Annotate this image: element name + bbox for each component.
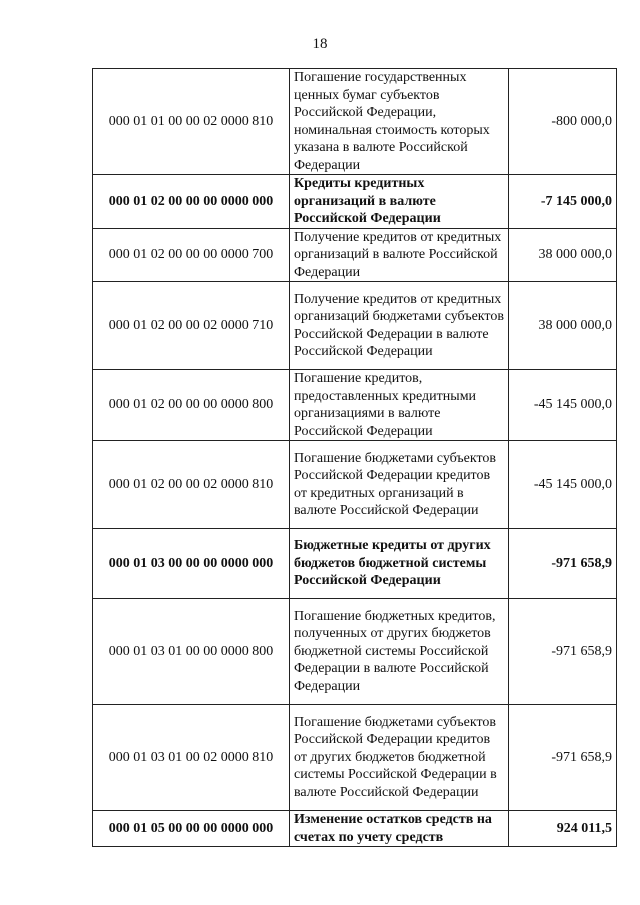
budget-code-cell: 000 01 05 00 00 00 0000 000 [93,811,290,847]
table-row [93,370,617,441]
budget-code-cell: 000 01 03 01 00 02 0000 810 [93,705,290,811]
amount-cell: -45 145 000,0 [509,441,617,529]
description-cell: Погашение государственных ценных бумаг субъектов Российской Федерации, номинальная стоимость которых указана в валюте Российской Федерации [290,69,509,175]
amount-cell: -971 658,9 [509,529,617,599]
budget-code-cell: 000 01 03 00 00 00 0000 000 [93,529,290,599]
amount-cell: -45 145 000,0 [509,370,617,441]
table-row-section [93,175,617,229]
description-cell: Получение кредитов от кредитных организаций бюджетами субъектов Российской Федерации в валюте Российской Федерации [290,282,509,370]
description-cell: Бюджетные кредиты от других бюджетов бюджетной системы Российской Федерации [290,529,509,599]
description-cell: Изменение остатков средств на счетах по учету средств [290,811,509,847]
description-cell: Кредиты кредитных организаций в валюте Российской Федерации [290,175,509,229]
budget-code-cell: 000 01 02 00 00 02 0000 710 [93,282,290,370]
amount-cell: 924 011,5 [509,811,617,847]
budget-code-cell: 000 01 03 01 00 00 0000 800 [93,599,290,705]
budget-code-cell: 000 01 02 00 00 00 0000 800 [93,370,290,441]
budget-code-cell: 000 01 01 00 00 02 0000 810 [93,69,290,175]
table-row-section [93,529,617,599]
amount-cell: -971 658,9 [509,599,617,705]
table-row [93,282,617,370]
table-row-section [93,811,617,847]
table-row [93,441,617,529]
description-cell: Погашение бюджетами субъектов Российской Федерации кредитов от других бюджетов бюджетной системы Российской Федерации в валюте Российской Федерации [290,705,509,811]
table-row [93,69,617,175]
description-cell: Получение кредитов от кредитных организаций в валюте Российской Федерации [290,228,509,282]
description-cell: Погашение бюджетами субъектов Российской Федерации кредитов от кредитных организаций в валюте Российской Федерации [290,441,509,529]
budget-code-cell: 000 01 02 00 00 00 0000 000 [93,175,290,229]
description-cell: Погашение кредитов, предоставленных кредитными организациями в валюте Российской Федерации [290,370,509,441]
budget-sources-table [92,68,617,847]
table-row [93,228,617,282]
amount-cell: -971 658,9 [509,705,617,811]
amount-cell: -800 000,0 [509,69,617,175]
budget-code-cell: 000 01 02 00 00 02 0000 810 [93,441,290,529]
description-cell: Погашение бюджетных кредитов, полученных от других бюджетов бюджетной системы Российской Федерации в валюте Российской Федерации [290,599,509,705]
page-number: 18 [312,36,328,52]
budget-code-cell: 000 01 02 00 00 00 0000 700 [93,228,290,282]
amount-cell: 38 000 000,0 [509,228,617,282]
amount-cell: 38 000 000,0 [509,282,617,370]
amount-cell: -7 145 000,0 [509,175,617,229]
table-row [93,705,617,811]
table-row [93,599,617,705]
